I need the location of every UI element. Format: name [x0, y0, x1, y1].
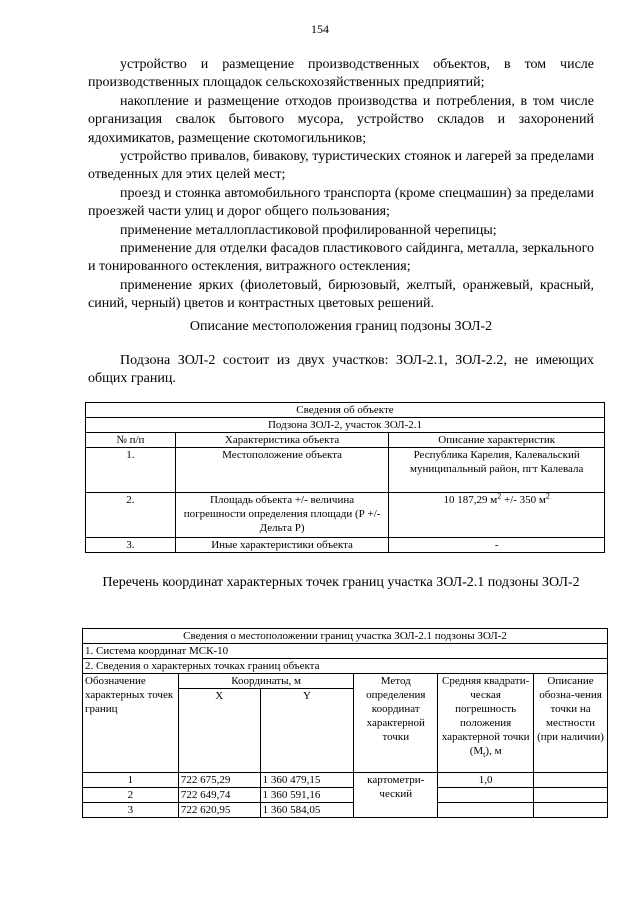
column-header: Метод определения координат характерной точки	[354, 674, 438, 773]
table-header-row	[83, 674, 608, 689]
coordinates-table	[82, 628, 608, 818]
point-y: 1 360 591,16	[260, 788, 354, 803]
row-number: 1.	[86, 448, 176, 493]
characteristic-value: -	[389, 538, 605, 553]
characteristic-value: Республика Карелия, Калевальский муниципальный район, пгт Калевала	[389, 448, 605, 493]
paragraph: накопление и размещение отходов производства и потребления, в том числе организация свалок бытового мусора, устройство складов и захоронений ядохимикатов, размещение скотомогильников;	[88, 93, 594, 146]
point-id: 3	[83, 803, 179, 818]
description-value	[534, 788, 608, 803]
coordinate-system: 1. Система координат МСК-10	[83, 644, 608, 659]
points-section: 2. Сведения о характерных точках границ объекта	[83, 659, 608, 674]
intro-paragraph: Подзона ЗОЛ-2 состоит из двух участков: ЗОЛ-2.1, ЗОЛ-2.2, не имеющих общих границ.	[88, 353, 594, 387]
characteristic-name: Площадь объекта +/- величина погрешности определения площади (Р +/- Дельта Р)	[175, 493, 389, 538]
area-error: +/- 350 м	[501, 494, 546, 506]
column-header: Описание характеристик	[389, 433, 605, 448]
point-id: 1	[83, 773, 179, 788]
characteristic-value	[389, 493, 605, 538]
section-heading: Описание местоположения границ подзоны ЗОЛ-2	[189, 319, 493, 334]
paragraph: устройство и размещение производственных объектов, в том числе производственных площадок сельскохозяйственных предприятий;	[88, 57, 594, 91]
column-header: Обозначение характерных точек границ	[83, 674, 179, 773]
area-value: 10 187,29 м	[443, 494, 498, 506]
restrictions-list	[88, 56, 594, 314]
column-header: Описание обозна-чения точки на местности (при наличии)	[534, 674, 608, 773]
table-row	[86, 448, 605, 493]
point-id: 2	[83, 788, 179, 803]
table-header-row	[86, 433, 605, 448]
paragraph: применение металлопластиковой профилированной черепицы;	[120, 222, 497, 238]
table-row	[83, 803, 608, 818]
table-row	[86, 538, 605, 553]
characteristic-name: Местоположение объекта	[175, 448, 389, 493]
paragraph: применение для отделки фасадов пластикового сайдинга, металла, зеркального и тонированного остекления, витражного остекления;	[88, 241, 594, 275]
description-value	[534, 773, 608, 788]
column-header: Координаты, м	[178, 674, 353, 689]
error-value	[438, 803, 534, 818]
error-subscript: t	[483, 750, 486, 760]
object-info-table	[85, 402, 605, 553]
error-header: Средняя квадрати-ческая погрешность положения характерной точки (M	[441, 675, 530, 757]
column-header: № п/п	[86, 433, 176, 448]
column-header: Y	[260, 689, 354, 773]
column-header: X	[178, 689, 260, 773]
point-x: 722 620,95	[178, 803, 260, 818]
row-number: 3.	[86, 538, 176, 553]
characteristic-name: Иные характеристики объекта	[175, 538, 389, 553]
table-title: Сведения о местоположении границ участка ЗОЛ-2.1 подзоны ЗОЛ-2	[83, 629, 608, 644]
table-title: Сведения об объекте	[86, 403, 605, 418]
page-number: 154	[311, 22, 329, 36]
error-value: 1,0	[438, 773, 534, 788]
section-heading: Перечень координат характерных точек границ участка ЗОЛ-2.1 подзоны ЗОЛ-2	[102, 575, 580, 590]
paragraph: устройство привалов, бивакову, туристических стоянок и лагерей за пределами отведенных для этих целей мест;	[88, 149, 594, 183]
row-number: 2.	[86, 493, 176, 538]
point-x: 722 649,74	[178, 788, 260, 803]
column-header	[438, 674, 534, 773]
method-value: картометри-ческий	[354, 773, 438, 818]
column-header: Характеристика объекта	[175, 433, 389, 448]
table-row	[86, 493, 605, 538]
error-header-end: ), м	[485, 745, 502, 757]
paragraph: применение ярких (фиолетовый, бирюзовый, желтый, оранжевый, красный, синий, черный) цветов и контрастных цветовых решений.	[88, 277, 594, 312]
unit-exponent: 2	[545, 491, 550, 501]
table-row	[83, 788, 608, 803]
table-row	[83, 773, 608, 788]
paragraph: проезд и стоянка автомобильного транспорта (кроме спецмашин) за пределами проезжей части улиц и дорог общего пользования;	[88, 185, 594, 220]
error-value	[438, 788, 534, 803]
unit-exponent: 2	[497, 491, 502, 501]
point-y: 1 360 584,05	[260, 803, 354, 818]
point-x: 722 675,29	[178, 773, 260, 788]
table-subtitle: Подзона ЗОЛ-2, участок ЗОЛ-2.1	[86, 418, 605, 433]
point-y: 1 360 479,15	[260, 773, 354, 788]
description-value	[534, 803, 608, 818]
